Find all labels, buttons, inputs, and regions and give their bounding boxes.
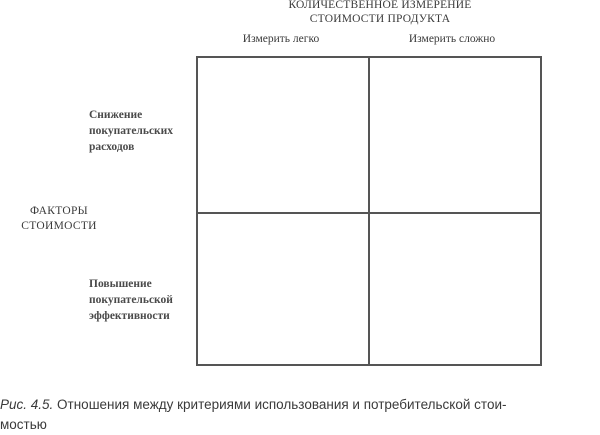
row-label-line: покупательских bbox=[89, 125, 174, 137]
row-axis-label-line2: СТОИМОСТИ bbox=[21, 220, 97, 232]
row-label-cost-reduction bbox=[89, 107, 173, 155]
caption-text-line1: Отношения между критериями использования и потребительской стои- bbox=[53, 397, 507, 412]
diagram-title bbox=[240, 0, 520, 26]
diagram-title-line1: КОЛИЧЕСТВЕННОЕ ИЗМЕРЕНИЕ bbox=[288, 0, 472, 11]
column-label-easy: Измерить легко bbox=[242, 33, 320, 45]
row-axis-label-line1: ФАКТОРЫ bbox=[29, 205, 89, 217]
row-axis-label bbox=[14, 204, 104, 234]
row-label-line: расходов bbox=[89, 141, 135, 153]
matrix-grid bbox=[196, 56, 542, 366]
row-label-line: Снижение bbox=[89, 109, 143, 121]
grid-vertical-divider bbox=[368, 58, 370, 364]
caption-line1 bbox=[0, 395, 600, 415]
caption-text-line2: мостью bbox=[0, 417, 47, 432]
row-label-line: покупательской bbox=[89, 294, 173, 306]
column-label-hard: Измерить сложно bbox=[408, 33, 496, 45]
row-label-line: эффективности bbox=[89, 310, 170, 322]
row-label-efficiency bbox=[89, 276, 173, 324]
figure-caption bbox=[0, 395, 600, 435]
diagram-title-line2: СТОИМОСТИ ПРОДУКТА bbox=[309, 13, 451, 25]
row-label-line: Повышение bbox=[89, 278, 152, 290]
figure-reference: Рис. 4.5. bbox=[0, 397, 54, 412]
grid-horizontal-divider bbox=[198, 212, 540, 214]
